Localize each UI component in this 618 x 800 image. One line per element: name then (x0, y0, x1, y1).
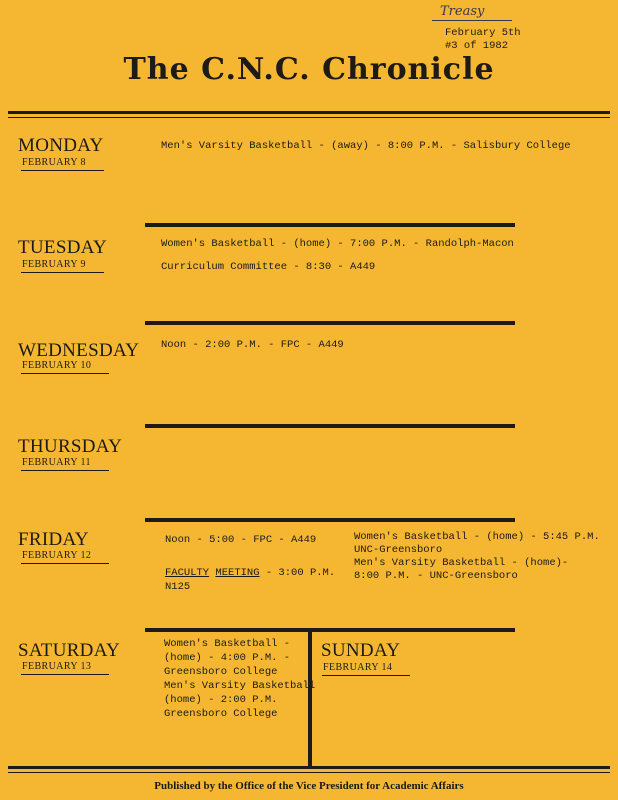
tuesday-event-2: Curriculum Committee - 8:30 - A449 (161, 261, 376, 273)
footer-publisher: Published by the Office of the Vice President for Academic Affairs (154, 780, 464, 792)
date-friday: FEBRUARY 12 (21, 550, 109, 564)
date-wednesday: FEBRUARY 10 (21, 360, 109, 374)
masthead-title: The C.N.C. Chronicle (123, 52, 495, 87)
day-friday: FRIDAY (18, 529, 89, 550)
rule-saturday (145, 628, 515, 632)
date-saturday: FEBRUARY 13 (21, 661, 109, 675)
date-monday: FEBRUARY 8 (21, 157, 104, 171)
saturday-line-4: Men's Varsity Basketball (164, 680, 316, 692)
saturday-line-2: (home) - 4:00 P.M. - (164, 652, 291, 664)
saturday-line-5: (home) - 2:00 P.M. (164, 694, 278, 706)
day-monday: MONDAY (18, 135, 104, 156)
friday-faculty-room: N125 (165, 581, 191, 593)
bottom-rule (8, 766, 610, 769)
faculty-label: FACULTY (165, 567, 210, 579)
issue-number: #3 of 1982 (445, 40, 509, 52)
top-rule-thin (8, 117, 610, 118)
issue-date: February 5th (445, 27, 521, 39)
rule-thursday (145, 424, 515, 428)
friday-right-1: Women's Basketball - (home) - 5:45 P.M. (354, 531, 600, 543)
handwritten-note: Treasy (440, 4, 485, 19)
meeting-label: MEETING (215, 567, 260, 579)
handwritten-underline (432, 20, 512, 21)
rule-wednesday (145, 321, 515, 325)
rule-friday (145, 518, 515, 522)
saturday-line-1: Women's Basketball - (164, 638, 291, 650)
monday-event-1: Men's Varsity Basketball - (away) - 8:00 P.M. - Salisbury College (161, 140, 571, 152)
date-thursday: FEBRUARY 11 (21, 457, 109, 471)
day-sunday: SUNDAY (321, 640, 401, 661)
day-tuesday: TUESDAY (18, 237, 108, 258)
divider-vertical (308, 630, 312, 766)
rule-tuesday (145, 223, 515, 227)
friday-faculty-meeting (165, 566, 335, 580)
day-wednesday: WEDNESDAY (18, 340, 140, 361)
faculty-meeting-time: - 3:00 P.M. (259, 567, 336, 579)
saturday-line-3: Greensboro College (164, 666, 278, 678)
top-rule (8, 111, 610, 114)
friday-event-1: Noon - 5:00 - FPC - A449 (165, 534, 317, 546)
tuesday-event-1: Women's Basketball - (home) - 7:00 P.M. - Randolph-Macon (161, 238, 514, 250)
friday-right-3: Men's Varsity Basketball - (home)- (354, 557, 569, 569)
bottom-rule-thin (8, 772, 610, 773)
day-thursday: THURSDAY (18, 436, 123, 457)
date-sunday: FEBRUARY 14 (322, 662, 410, 676)
wednesday-event-1: Noon - 2:00 P.M. - FPC - A449 (161, 339, 344, 351)
date-tuesday: FEBRUARY 9 (21, 259, 104, 273)
friday-right-4: 8:00 P.M. - UNC-Greensboro (354, 570, 518, 582)
friday-right-2: UNC-Greensboro (354, 544, 443, 556)
saturday-line-6: Greensboro College (164, 708, 278, 720)
day-saturday: SATURDAY (18, 640, 121, 661)
